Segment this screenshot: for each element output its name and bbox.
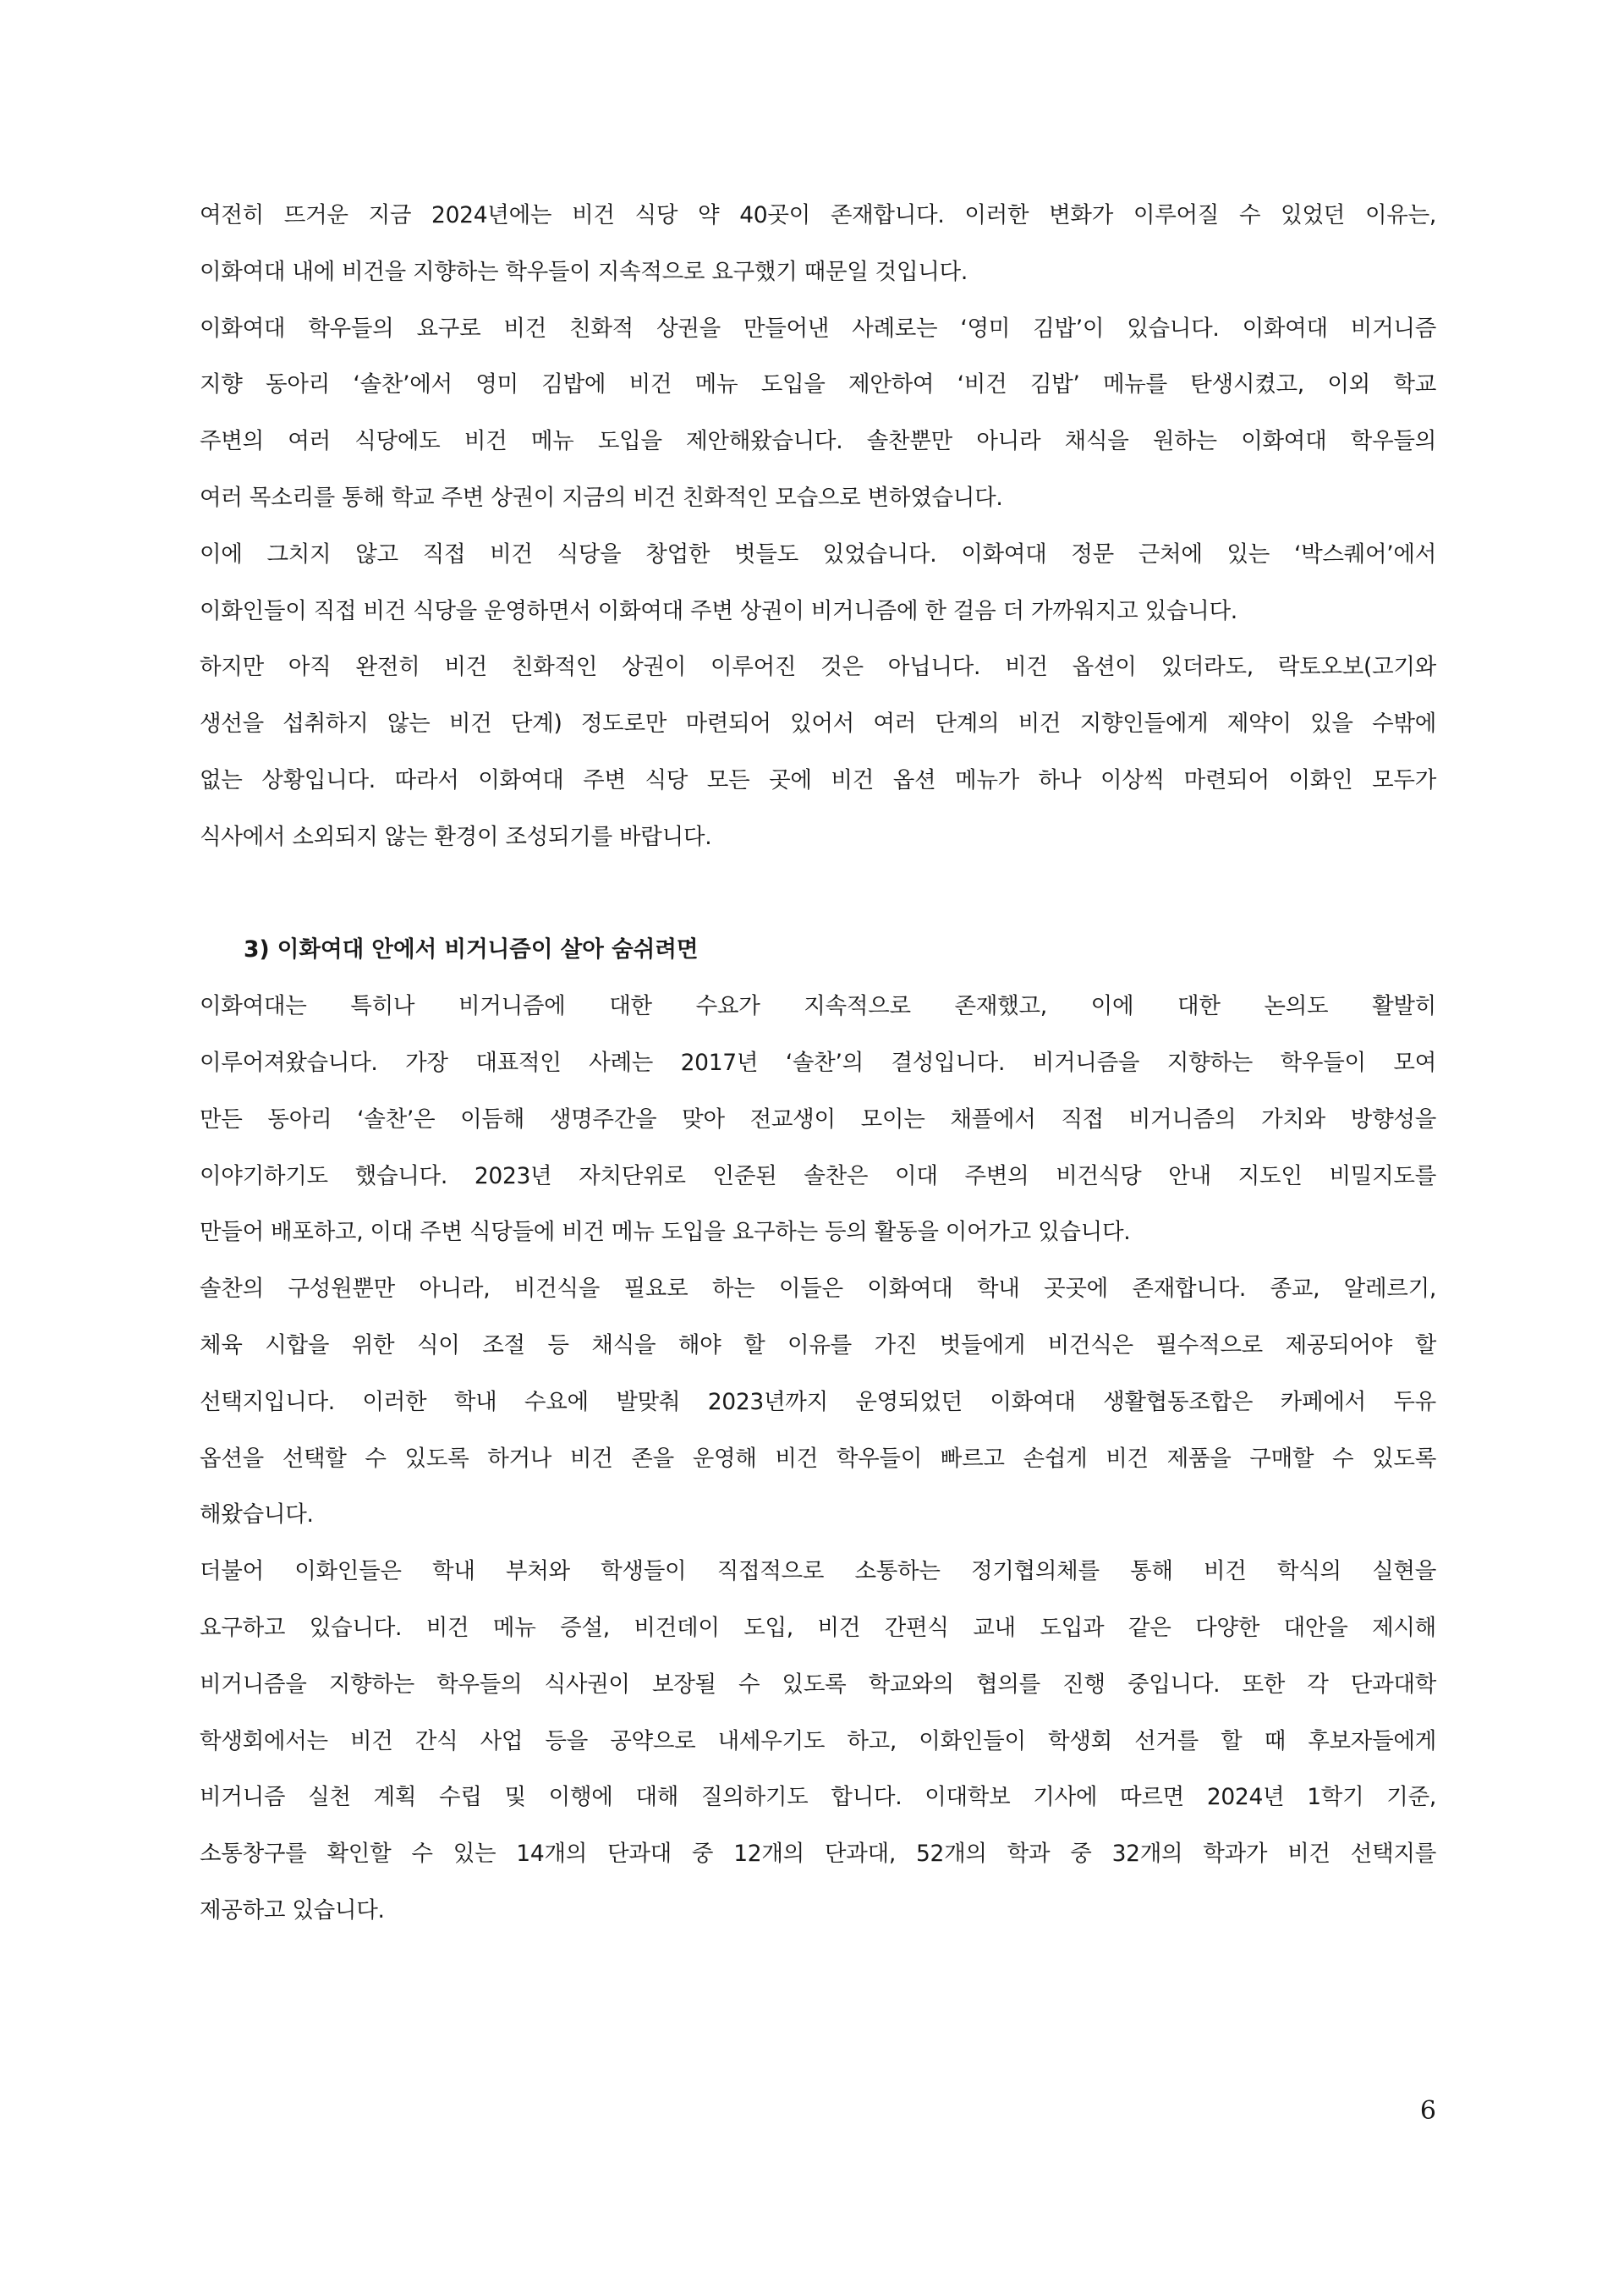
text-line: 체육 시합을 위한 식이 조절 등 채식을 해야 할 이유를 가진 벗들에게 비건식은 필수적으로 제공되어야 할 xyxy=(200,1331,1436,1358)
page-number: 6 xyxy=(1419,2096,1436,2126)
text-line: 없는 상황입니다. 따라서 이화여대 주변 식당 모든 곳에 비건 옵션 메뉴가 하나 이상씩 마련되어 이화인 모두가 xyxy=(200,766,1436,793)
text-line: 하지만 아직 완전히 비건 친화적인 상권이 이루어진 것은 아닙니다. 비건 옵션이 있더라도, 락토오보(고기와 xyxy=(200,654,1436,681)
paragraph-group-2 xyxy=(200,979,1436,1940)
text-line: 소통창구를 확인할 수 있는 14개의 단과대 중 12개의 단과대, 52개의 학과 중 32개의 학과가 비건 선택지를 xyxy=(200,1841,1436,1868)
text-line: 이야기하기도 했습니다. 2023년 자치단위로 인준된 솔찬은 이대 주변의 비건식당 안내 지도인 비밀지도를 xyxy=(200,1162,1436,1189)
document-body xyxy=(200,188,1436,1940)
text-line: 선택지입니다. 이러한 학내 수요에 발맞춰 2023년까지 운영되었던 이화여대 생활협동조합은 카페에서 두유 xyxy=(200,1388,1436,1415)
text-line: 식사에서 소외되지 않는 환경이 조성되기를 바랍니다. xyxy=(200,823,712,850)
text-line: 학생회에서는 비건 간식 사업 등을 공약으로 내세우기도 하고, 이화인들이 학생회 선거를 할 때 후보자들에게 xyxy=(200,1727,1436,1754)
paragraph-spacer xyxy=(200,866,1436,923)
text-line: 만들어 배포하고, 이대 주변 식당들에 비건 메뉴 도입을 요구하는 등의 활동을 이어가고 있습니다. xyxy=(200,1219,1131,1246)
text-line: 지향 동아리 ‘솔찬’에서 영미 김밥에 비건 메뉴 도입을 제안하여 ‘비건 김밥’ 메뉴를 탄생시켰고, 이외 학교 xyxy=(200,371,1436,398)
text-line: 더불어 이화인들은 학내 부처와 학생들이 직접적으로 소통하는 정기협의체를 통해 비건 학식의 실현을 xyxy=(200,1558,1436,1585)
text-line: 여전히 뜨거운 지금 2024년에는 비건 식당 약 40곳이 존재합니다. 이러한 변화가 이루어질 수 있었던 이유는, xyxy=(200,202,1436,228)
text-line: 솔찬의 구성원뿐만 아니라, 비건식을 필요로 하는 이들은 이화여대 학내 곳곳에 존재합니다. 종교, 알레르기, xyxy=(200,1276,1436,1303)
text-line: 생선을 섭취하지 않는 비건 단계) 정도로만 마련되어 있어서 여러 단계의 비건 지향인들에게 제약이 있을 수밖에 xyxy=(200,711,1436,738)
text-line: 옵션을 선택할 수 있도록 하거나 비건 존을 운영해 비건 학우들이 빠르고 손쉽게 비건 제품을 구매할 수 있도록 xyxy=(200,1445,1436,1472)
text-line: 만든 동아리 ‘솔찬’은 이듬해 생명주간을 맞아 전교생이 모이는 채플에서 직접 비거니즘의 가치와 방향성을 xyxy=(200,1106,1436,1133)
text-line: 이에 그치지 않고 직접 비건 식당을 창업한 벗들도 있었습니다. 이화여대 정문 근처에 있는 ‘박스퀘어’에서 xyxy=(200,541,1436,568)
section-heading: 3) 이화여대 안에서 비거니즘이 살아 숨쉬려면 xyxy=(244,936,699,963)
text-line: 이화여대는 특히나 비거니즘에 대한 수요가 지속적으로 존재했고, 이에 대한 논의도 활발히 xyxy=(200,993,1436,1020)
text-line: 이화인들이 직접 비건 식당을 운영하면서 이화여대 주변 상권이 비거니즘에 한 걸음 더 가까워지고 있습니다. xyxy=(200,597,1237,624)
text-line: 비거니즘 실천 계획 수립 및 이행에 대해 질의하기도 합니다. 이대학보 기사에 따르면 2024년 1학기 기준, xyxy=(200,1784,1436,1811)
text-line: 요구하고 있습니다. 비건 메뉴 증설, 비건데이 도입, 비건 간편식 교내 도입과 같은 다양한 대안을 제시해 xyxy=(200,1614,1436,1641)
text-line: 여러 목소리를 통해 학교 주변 상권이 지금의 비건 친화적인 모습으로 변하였습니다. xyxy=(200,484,1003,511)
text-line: 해왔습니다. xyxy=(200,1501,314,1528)
text-line: 주변의 여러 식당에도 비건 메뉴 도입을 제안해왔습니다. 솔찬뿐만 아니라 채식을 원하는 이화여대 학우들의 xyxy=(200,428,1436,455)
text-line: 이루어져왔습니다. 가장 대표적인 사례는 2017년 ‘솔찬’의 결성입니다. 비거니즘을 지향하는 학우들이 모여 xyxy=(200,1049,1436,1076)
text-line: 제공하고 있습니다. xyxy=(200,1896,385,1924)
text-line: 비거니즘을 지향하는 학우들의 식사권이 보장될 수 있도록 학교와의 협의를 진행 중입니다. 또한 각 단과대학 xyxy=(200,1671,1436,1698)
text-line: 이화여대 내에 비건을 지향하는 학우들이 지속적으로 요구했기 때문일 것입니다. xyxy=(200,258,968,285)
paragraph-group-1 xyxy=(200,188,1436,866)
text-line: 이화여대 학우들의 요구로 비건 친화적 상권을 만들어낸 사례로는 ‘영미 김밥’이 있습니다. 이화여대 비거니즘 xyxy=(200,315,1436,342)
